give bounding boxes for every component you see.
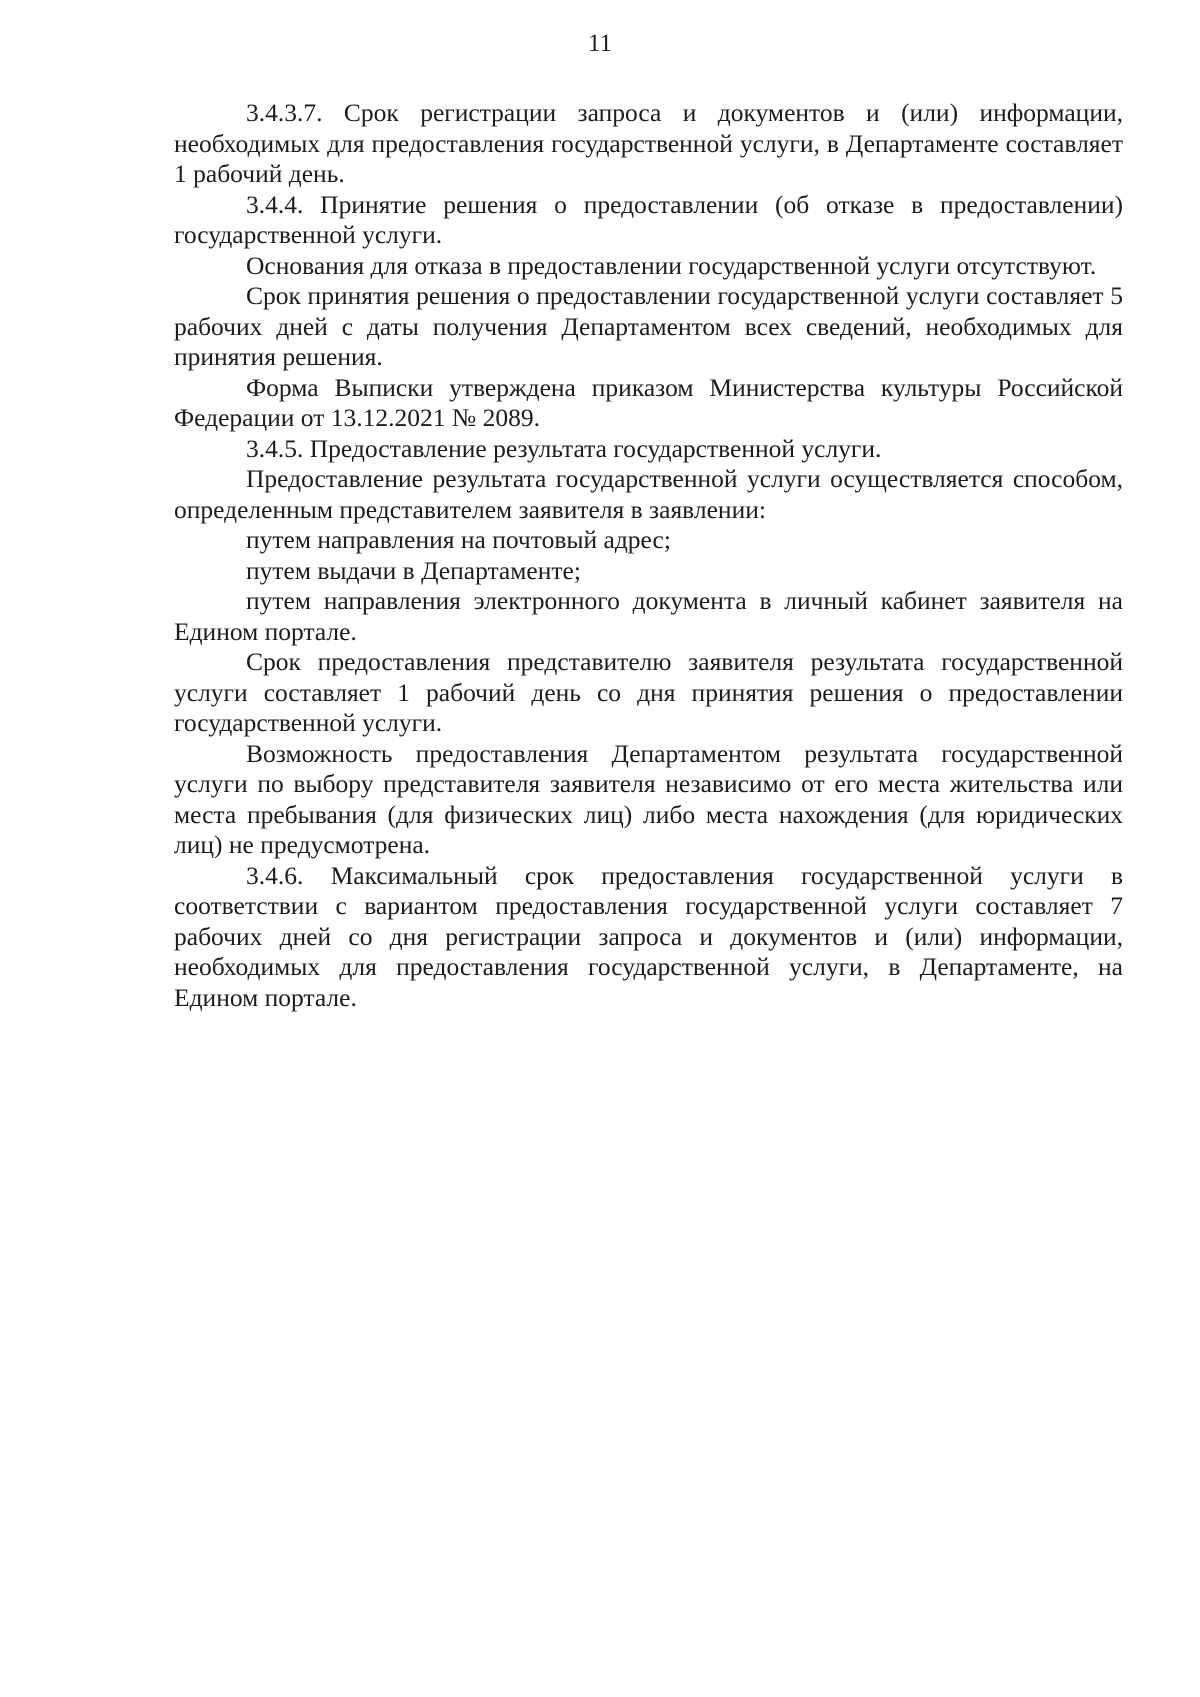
list-item-portal: путем направления электронного документа в личный кабинет заявителя на Едином портале. (174, 586, 1123, 646)
paragraph-3-4-3-7: 3.4.3.7. Срок регистрации запроса и документов и (или) информации, необходимых для предоставления государственной услуги, в Департаменте составляет 1 рабочий день. (174, 98, 1123, 188)
paragraph-result-delivery: Предоставление результата государственной услуги осуществляется способом, определенным представителем заявителя в заявлении: (174, 464, 1123, 524)
paragraph-3-4-6: 3.4.6. Максимальный срок предоставления государственной услуги в соответствии с вариантом предоставления государственной услуги составляет 7 рабочих дней со дня регистрации запроса и документов и (или) информации, необходимых для предоставления государственной услуги, в Департаменте, на Едином портале. (174, 860, 1123, 1012)
page-number: 11 (587, 30, 613, 57)
paragraph-extract-form: Форма Выписки утверждена приказом Министерства культуры Российской Федерации от 13.12.2021 № 2089. (174, 372, 1123, 432)
paragraph-refusal-grounds: Основания для отказа в предоставлении государственной услуги отсутствуют. (246, 250, 1097, 280)
list-item-postal: путем направления на почтовый адрес; (246, 525, 671, 554)
paragraph-3-4-5-heading: 3.4.5. Предоставление результата государственной услуги. (246, 433, 882, 463)
paragraph-3-4-4-heading: 3.4.4. Принятие решения о предоставлении (об отказе в предоставлении) государственной услуги. (174, 189, 1123, 249)
paragraph-extraterritorial: Возможность предоставления Департаментом результата государственной услуги по выбору представителя заявителя независимо от его места жительства или места пребывания (для физических лиц) либо места нахождения (для юридических лиц) не предусмотрена. (174, 738, 1123, 859)
paragraph-decision-term: Срок принятия решения о предоставлении государственной услуги составляет 5 рабочих дней с даты получения Департаментом всех сведений, необходимых для принятия решения. (174, 281, 1123, 371)
list-item-department: путем выдачи в Департаменте; (246, 555, 581, 585)
paragraph-result-term: Срок предоставления представителю заявителя результата государственной услуги составляет 1 рабочий день со дня принятия решения о предоставлении государственной услуги. (174, 647, 1123, 737)
document-body (174, 98, 1123, 1013)
